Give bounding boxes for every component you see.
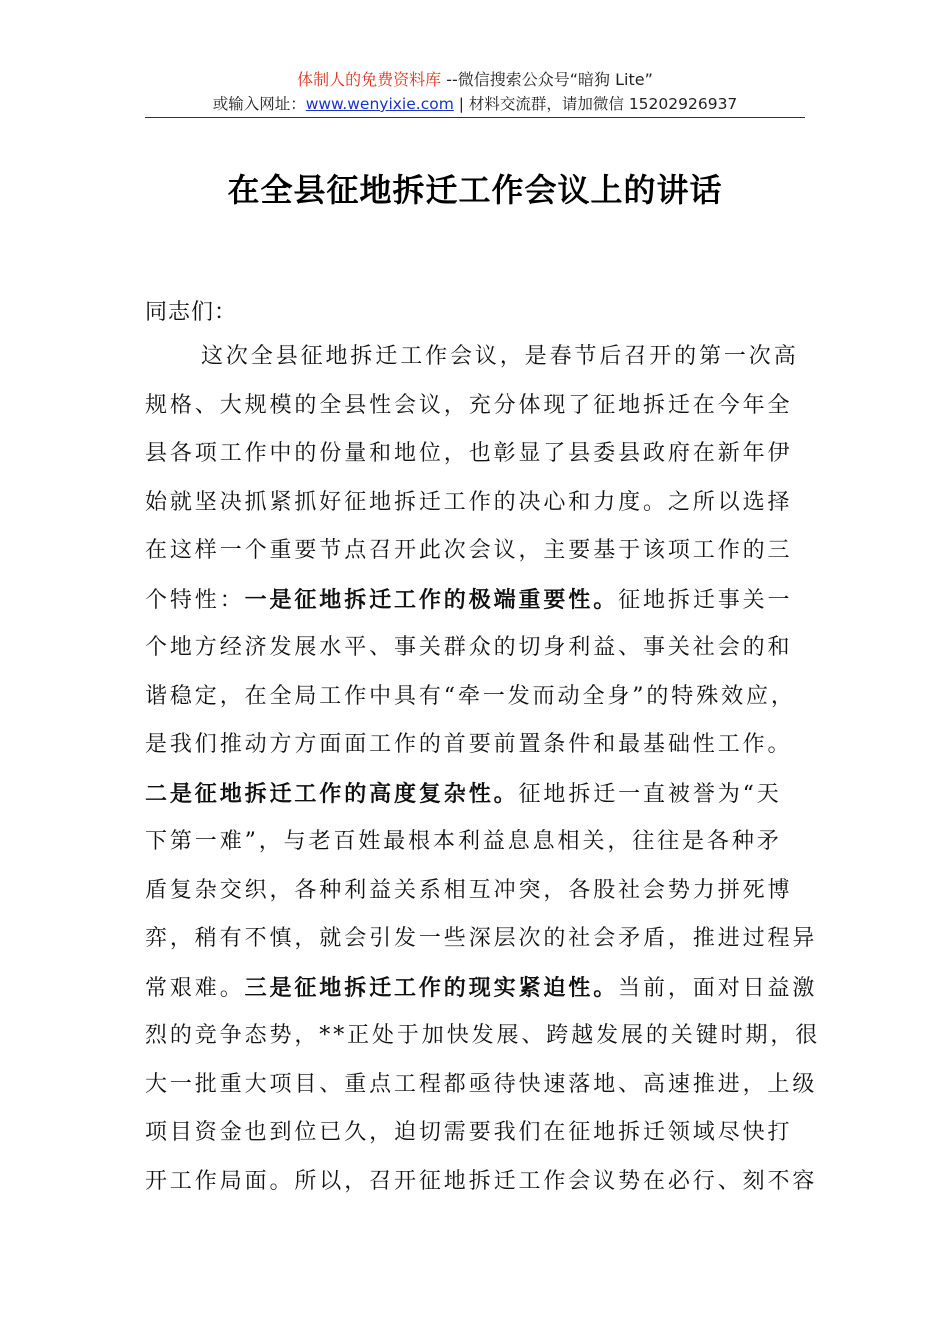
salutation: 同志们： bbox=[145, 300, 238, 325]
text-line bbox=[145, 1109, 815, 1158]
text-line bbox=[145, 915, 818, 964]
text-line bbox=[145, 1061, 818, 1110]
emphasis-text: 二是征地拆迁工作的高度复杂性。 bbox=[145, 780, 519, 807]
text-run: 常艰难。 bbox=[145, 975, 245, 1001]
text-line bbox=[145, 333, 815, 382]
header-line-promo bbox=[145, 68, 805, 92]
header-contact: | 材料交流群，请加微信 15202926937 bbox=[453, 95, 738, 113]
text-line bbox=[145, 382, 815, 431]
text-line bbox=[145, 1158, 818, 1207]
text-run: 开工作局面。所以，召开征地拆迁工作会议势在必行、刻不容 bbox=[145, 1168, 818, 1194]
text-run: 是我们推动方方面面工作的首要前置条件和最基础性工作。 bbox=[145, 732, 793, 757]
text-line bbox=[145, 1012, 821, 1061]
text-line bbox=[145, 673, 815, 722]
text-run: 规格、大规模的全县性会议，充分体现了征地拆迁在今年全 bbox=[145, 392, 793, 418]
header-brand: 体制人的免费资料库 bbox=[297, 70, 442, 89]
text-run: 个特性： bbox=[145, 587, 245, 613]
text-run: 谐稳定，在全局工作中具有“牵一发而动全身”的特殊效应， bbox=[145, 683, 796, 709]
text-line bbox=[145, 770, 815, 819]
text-run: 下第一难”，与老百姓最根本利益息息相关，往往是各种矛 bbox=[145, 829, 782, 854]
text-line bbox=[145, 721, 815, 770]
header-line-contact bbox=[145, 92, 805, 116]
text-run: 当前，面对日益激 bbox=[618, 975, 818, 1001]
header-tagline: --微信搜索公众号“暗狗 Lite” bbox=[441, 70, 653, 89]
text-run: 项目资金也到位已久，迫切需要我们在征地拆迁领域尽快打 bbox=[145, 1120, 793, 1145]
text-line bbox=[145, 964, 818, 1013]
text-run: 征地拆迁一直被誉为“天 bbox=[518, 781, 782, 807]
text-line bbox=[145, 576, 815, 625]
text-run: 个地方经济发展水平、事关群众的切身利益、事关社会的和 bbox=[145, 635, 793, 660]
text-run: 大一批重大项目、重点工程都亟待快速落地、高速推进，上级 bbox=[145, 1071, 818, 1097]
text-run: 征地拆迁事关一 bbox=[618, 587, 793, 613]
text-line bbox=[145, 818, 815, 867]
text-run: 这次全县征地拆迁工作会议，是春节后召开的第一次高 bbox=[201, 344, 799, 369]
body-text bbox=[145, 333, 821, 1206]
emphasis-text: 一是征地拆迁工作的极端重要性。 bbox=[244, 586, 619, 613]
header-url-link[interactable]: www.wenyixie.com bbox=[305, 95, 454, 113]
page-header bbox=[145, 68, 805, 116]
emphasis-text: 三是征地拆迁工作的现实紧迫性。 bbox=[244, 974, 619, 1001]
header-divider bbox=[145, 117, 805, 118]
text-line bbox=[145, 624, 815, 673]
text-run: 弈，稍有不慎，就会引发一些深层次的社会矛盾，推进过程异 bbox=[145, 926, 818, 951]
text-line bbox=[145, 867, 815, 916]
document-title: 在全县征地拆迁工作会议上的讲话 bbox=[227, 171, 723, 209]
text-run: 县各项工作中的份量和地位，也彰显了县委县政府在新年伊 bbox=[145, 441, 793, 466]
text-line bbox=[145, 430, 815, 479]
header-url-prefix: 或输入网址： bbox=[212, 95, 306, 113]
text-run: 始就坚决抓紧抓好征地拆迁工作的决心和力度。之所以选择 bbox=[145, 489, 793, 515]
text-run: 盾复杂交织，各种利益关系相互冲突，各股社会势力拼死博 bbox=[145, 877, 793, 903]
text-line bbox=[145, 527, 815, 576]
text-run: 烈的竞争态势，**正处于加快发展、跨越发展的关键时期，很 bbox=[145, 1023, 821, 1048]
text-run: 在这样一个重要节点召开此次会议，主要基于该项工作的三 bbox=[145, 538, 793, 563]
text-line bbox=[145, 479, 815, 528]
